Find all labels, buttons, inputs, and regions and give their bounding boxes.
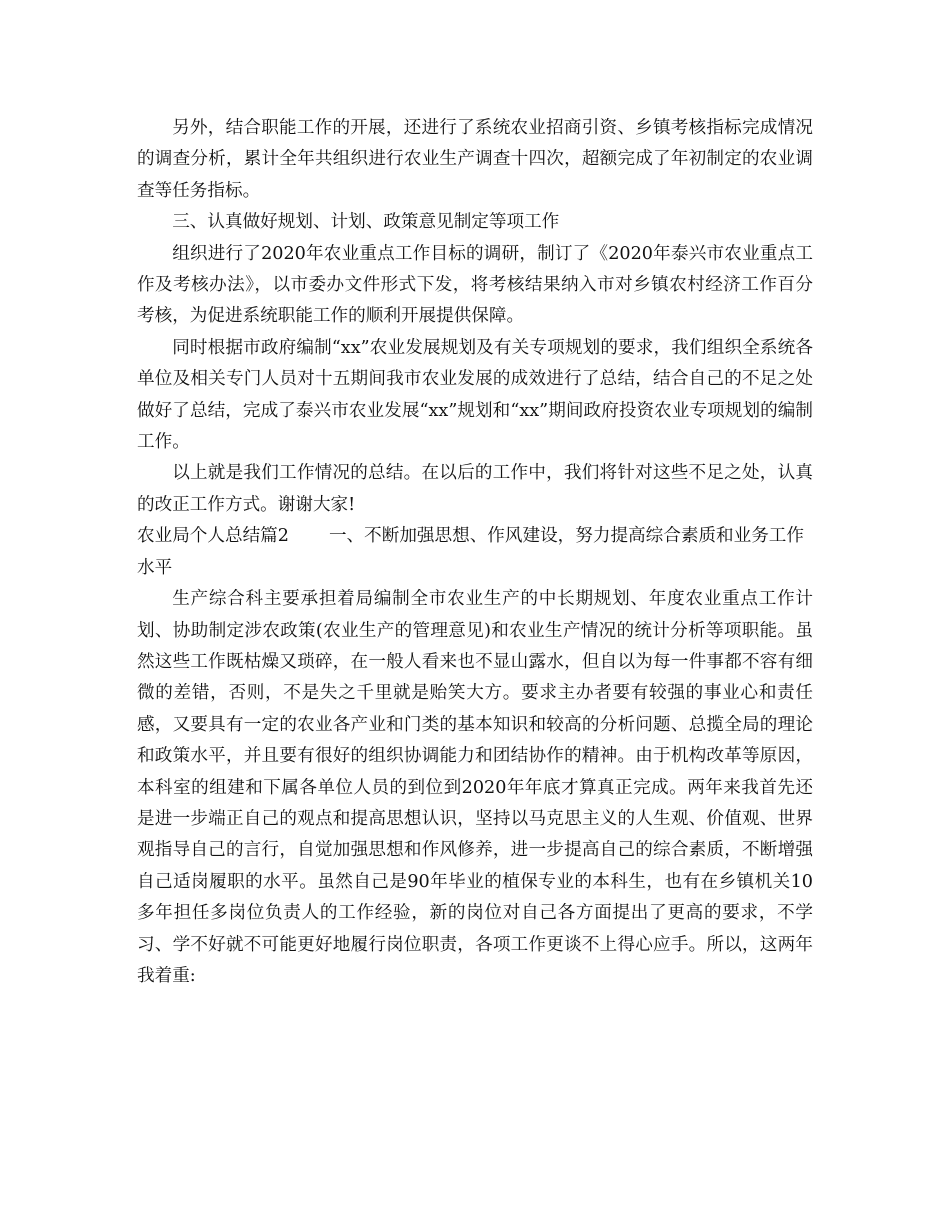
document-body (137, 113, 813, 992)
paragraph-investigation-summary: 另外，结合职能工作的开展，还进行了系统农业招商引资、乡镇考核指标完成情况的调查分析，累计全年共组织进行农业生产调查十四次，超额完成了年初制定的农业调查等任务指标。 (137, 118, 813, 201)
paragraph-department-duties: 生产综合科主要承担着局编制全市农业生产的中长期规划、年度农业重点工作计划、协助制定涉农政策(农业生产的管理意见)和农业生产情况的统计分析等项职能。虽然这些工作既枯燥又琐碎，在一般人看来也不显山露水，但自以为每一件事都不容有细微的差错，否则，不是失之千里就是贻笑大方。要求主办者要有较强的事业心和责任感，又要具有一定的农业各产业和门类的基本知识和较高的分析问题、总揽全局的理论和政策水平，并且要有很好的组织协调能力和团结协作的精神。由于机构改革等原因，本科室的组建和下属各单位人员的到位到2020年年底才算真正完成。两年来我首先还是进一步端正自己的观点和提高思想认识，坚持以马克思主义的人生观、价值观、世界观指导自己的言行，自觉加强思想和作风修养，进一步提高自己的综合素质，不断增强自己适岗履职的水平。虽然自己是90年毕业的植保专业的本科生，也有在乡镇机关10多年担任多岗位负责人的工作经验，新的岗位对自己各方面提出了更高的要求，不学习、学不好就不可能更好地履行岗位职责，各项工作更谈不上得心应手。所以，这两年我着重: (137, 589, 813, 986)
heading-planning-work: 三、认真做好规划、计划、政策意见制定等项工作 (172, 212, 560, 233)
section-heading: 农业局个人总结篇2 (137, 526, 289, 547)
paragraph-closing-remarks: 以上就是我们工作情况的总结。在以后的工作中，我们将针对这些不足之处，认真的改正工作方式。谢谢大家! (137, 463, 813, 515)
paragraph-development-plan: 同时根据市政府编制“xx”农业发展规划及有关专项规划的要求，我们组织全系统各单位及相关专门人员对十五期间我市农业发展的成效进行了总结，结合自己的不足之处做好了总结，完成了泰兴市农业发展“xx”规划和“xx”期间政府投资农业专项规划的编制工作。 (137, 337, 813, 453)
section-first-point: 一、不断加强思想、作风建设，努力提高综合素质和业务工作水平 (137, 526, 804, 578)
section-title-line (137, 521, 813, 584)
paragraph-key-work-research: 组织进行了2020年农业重点工作目标的调研，制订了《2020年泰兴市农业重点工作及考核办法》，以市委办文件形式下发，将考核结果纳入市对乡镇农村经济工作百分考核，为促进系统职能工作的顺利开展提供保障。 (137, 243, 813, 327)
